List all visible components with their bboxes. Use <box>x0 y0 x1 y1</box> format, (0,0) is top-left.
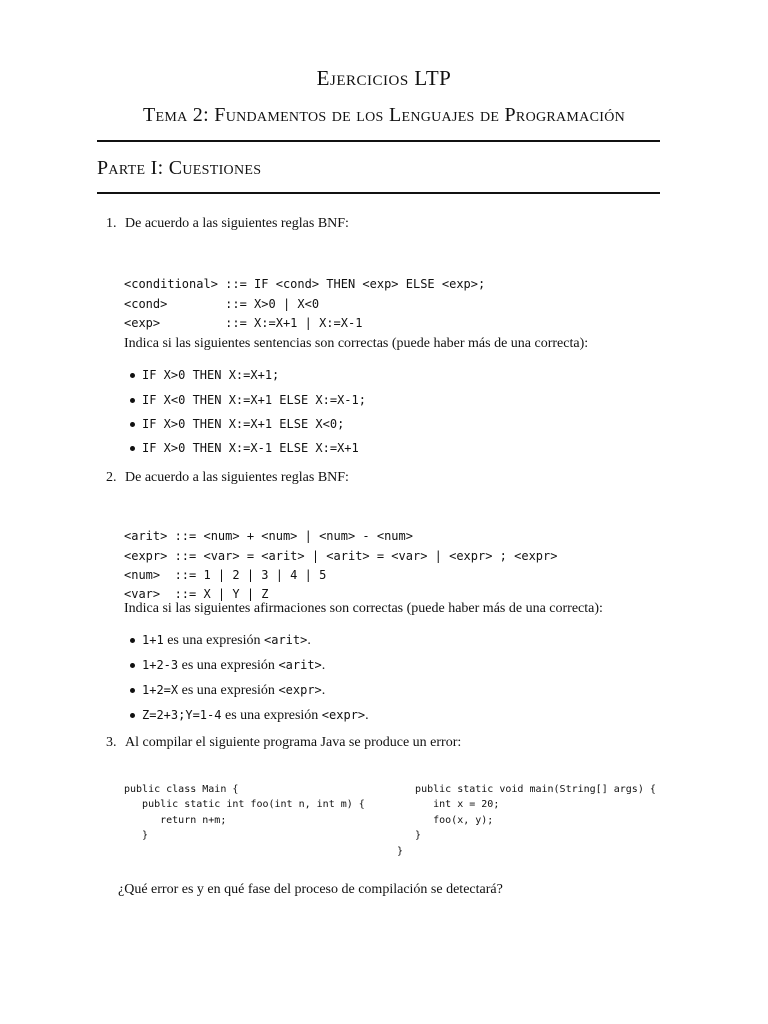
list-item <box>142 392 366 408</box>
code-line: <var> ::= X | Y | Z <box>124 587 269 602</box>
code-line: public static void main(String[] args) { <box>397 783 656 795</box>
bullet <box>130 373 135 378</box>
item-text: es una expresión <box>178 683 279 698</box>
code-line: } <box>397 830 422 841</box>
code-line: public static int foo(int n, int m) { <box>124 799 365 810</box>
nonterminal: <arit> <box>278 658 322 672</box>
question-2-text: De acuerdo a las siguientes reglas BNF: <box>125 470 349 485</box>
code-line: <num> ::= 1 | 2 | 3 | 4 | 5 <box>124 567 327 582</box>
expression-code: Z=2+3;Y=1-4 <box>142 708 222 722</box>
bullet <box>130 663 135 668</box>
list-item <box>142 416 344 432</box>
code-line: <conditional> ::= IF <cond> THEN <exp> ELSE <exp>; <box>124 277 486 292</box>
question-3-question: ¿Qué error es y en qué fase del proceso de compilación se detectará? <box>118 882 503 897</box>
list-item <box>142 440 359 456</box>
nonterminal: <expr> <box>321 708 366 722</box>
statement-code: IF X>0 THEN X:=X+1 ELSE X<0; <box>142 417 345 431</box>
document-title: Ejercicios LTP <box>316 66 452 90</box>
question-3 <box>106 735 461 751</box>
document-subtitle: Tema 2: Fundamentos de los Lenguajes de Programación <box>142 104 626 126</box>
code-line: <cond> ::= X>0 | X<0 <box>124 296 320 311</box>
section-rule <box>97 192 660 194</box>
item-text: es una expresión <box>178 658 279 673</box>
question-2-number: 2. <box>106 470 117 485</box>
question-2-prompt: Indica si las siguientes afirmaciones son correctas (puede haber más de una correcta): <box>124 601 603 616</box>
code-line: } <box>397 845 404 857</box>
section-title: Parte I: Cuestiones <box>97 157 262 179</box>
list-item <box>142 632 311 649</box>
code-line: } <box>124 830 149 841</box>
code-line: return n+m; <box>124 814 227 826</box>
question-3-number: 3. <box>106 735 117 750</box>
statement-code: IF X>0 THEN X:=X-1 ELSE X:=X+1 <box>142 441 359 455</box>
item-period: . <box>307 633 311 648</box>
list-item <box>142 657 325 674</box>
expression-code: 1+1 <box>142 633 164 647</box>
code-line: int x = 20; <box>397 799 500 810</box>
code-line: foo(x, y); <box>397 814 494 826</box>
code-line: <arit> ::= <num> + <num> | <num> - <num> <box>124 529 413 544</box>
nonterminal: <expr> <box>278 683 322 697</box>
question-1-text: De acuerdo a las siguientes reglas BNF: <box>125 216 349 231</box>
list-item <box>142 682 325 699</box>
bullet <box>130 713 135 718</box>
question-1-number: 1. <box>106 216 117 231</box>
java-code-left <box>124 766 365 859</box>
item-period: . <box>321 658 326 673</box>
statement-code: IF X>0 THEN X:=X+1; <box>142 368 280 382</box>
question-1 <box>106 216 349 232</box>
statement-code: IF X<0 THEN X:=X+1 ELSE X:=X-1; <box>142 393 366 407</box>
question-2 <box>106 470 349 486</box>
top-rule <box>97 140 660 142</box>
bullet <box>130 446 135 451</box>
question-1-prompt: Indica si las siguientes sentencias son correctas (puede haber más de una correcta): <box>124 336 589 351</box>
expression-code: 1+2-3 <box>142 658 179 672</box>
code-line: public class Main { <box>124 783 239 795</box>
bullet <box>130 422 135 427</box>
item-text: es una expresión <box>221 708 322 723</box>
list-item <box>142 367 279 383</box>
item-period: . <box>365 708 369 723</box>
question-3-text: Al compilar el siguiente programa Java se produce un error: <box>125 735 462 750</box>
list-item <box>142 707 369 724</box>
bullet <box>130 688 135 693</box>
code-line: <expr> ::= <var> = <arit> | <arit> = <var> | <expr> ; <expr> <box>124 548 558 563</box>
bullet <box>130 398 135 403</box>
item-period: . <box>321 683 326 698</box>
java-code-right <box>397 766 656 875</box>
nonterminal: <arit> <box>264 633 308 647</box>
code-line: <exp> ::= X:=X+1 | X:=X-1 <box>124 315 363 330</box>
item-text: es una expresión <box>163 633 264 648</box>
bullet <box>130 638 135 643</box>
expression-code: 1+2=X <box>142 683 179 697</box>
